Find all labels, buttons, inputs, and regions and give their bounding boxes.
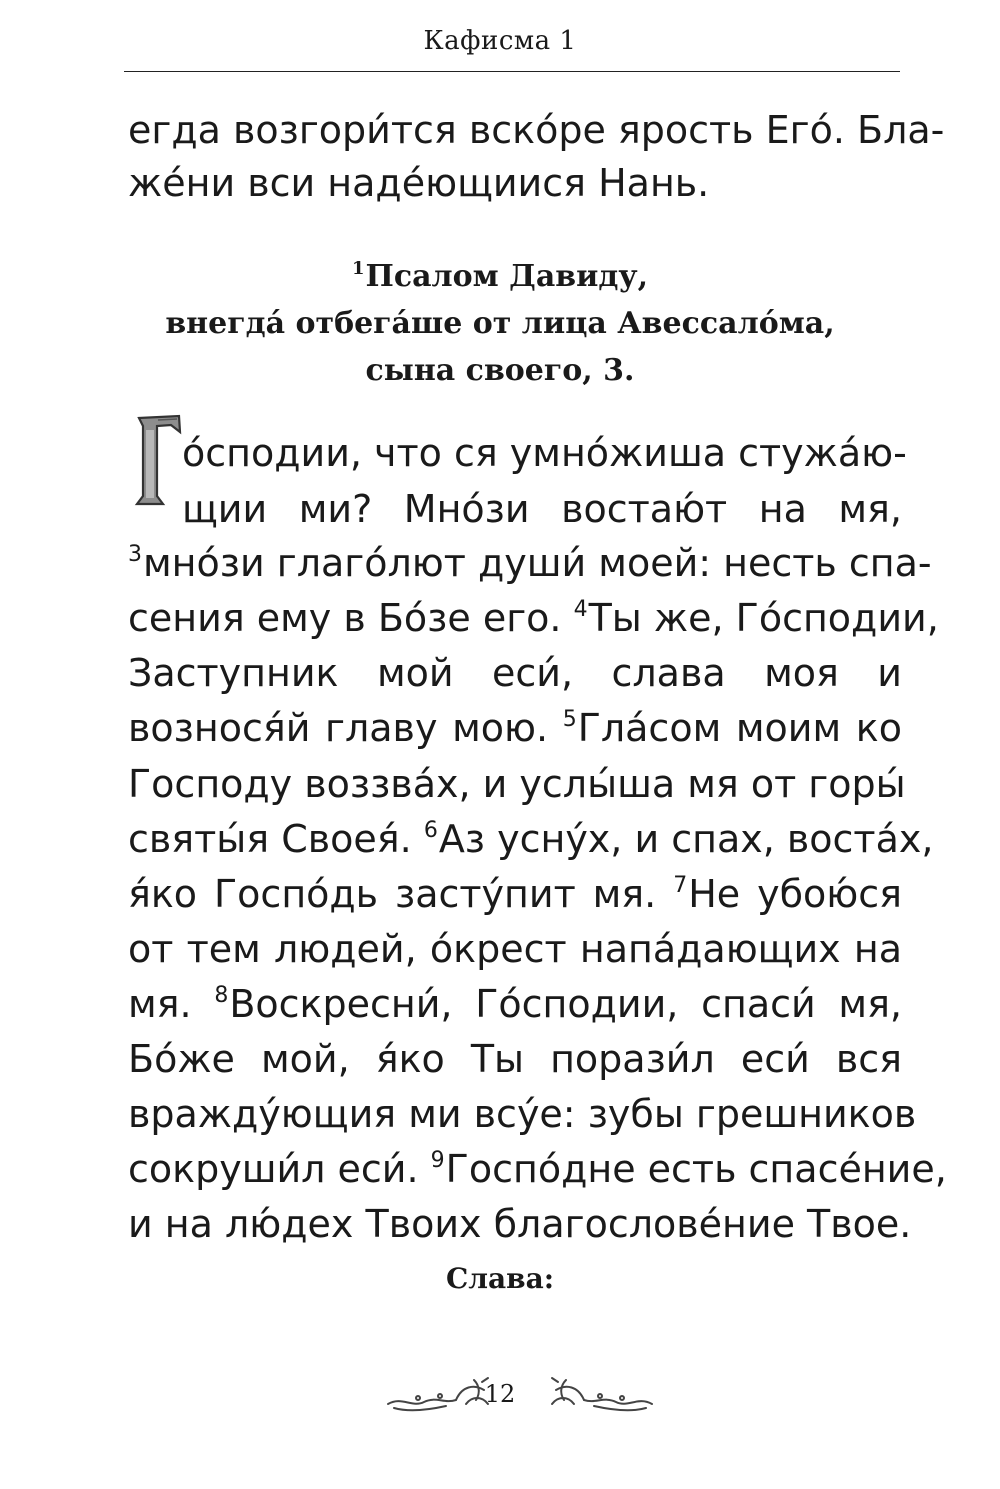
verse-number: 3 <box>128 542 142 567</box>
verse-number: 6 <box>423 818 438 843</box>
psalm-body-line <box>182 483 902 535</box>
psalm-body-line <box>182 427 907 479</box>
verse-text: я́ко Госпо́дь засту́пит мя. <box>128 872 674 916</box>
verse-text: Господу воззва́х, и услы́ша мя от горы́ <box>128 762 906 806</box>
verse-text: Госпо́дне есть спасе́ние, <box>445 1147 947 1191</box>
psalm-heading-line-3: сына своего, 3. <box>365 353 635 388</box>
verse-text: от тем людей, о́крест напа́дающих на <box>128 927 902 971</box>
verse-text: Заступник мой еси́, слава моя и <box>128 651 902 695</box>
psalm-body-line <box>128 813 934 865</box>
verse-number: 4 <box>573 597 588 622</box>
verse-text: святы́я Своея́. <box>128 817 424 861</box>
psalm-heading-line-1 <box>0 256 1000 298</box>
verse-text: сения ему в Бо́зе его. <box>128 596 574 640</box>
psalm-body-line <box>128 1198 912 1250</box>
psalm-body-line <box>128 647 902 699</box>
verse-text: вражду́ющия ми всу́е: зубы грешников <box>128 1092 917 1136</box>
psalm-body-line <box>128 758 906 810</box>
verse-text: и на лю́дех Твоих благослове́ние Твое. <box>128 1202 912 1246</box>
verse-number: 8 <box>214 983 229 1008</box>
running-header: Кафисма 1 <box>423 26 577 56</box>
verse-text: Бо́же мой, я́ко Ты порази́л еси́ вся <box>128 1037 902 1081</box>
psalm-heading-line-2: внегда́ отбега́ше от лица Авессало́ма, <box>165 306 835 341</box>
page-number: 12 <box>484 1380 516 1408</box>
psalm-number: 1 <box>351 258 365 279</box>
psalm-body-line <box>128 1088 917 1140</box>
verse-number: 9 <box>430 1148 445 1173</box>
slava-label: Слава: <box>445 1262 555 1295</box>
verse-text: о́сподии, что ся умно́жиша стужа́ю- <box>182 431 907 475</box>
psalm-body-line <box>128 868 902 920</box>
verse-number: 7 <box>673 873 688 898</box>
verse-text: вознося́й главу мою. <box>128 706 563 750</box>
ornament-right-icon <box>546 1374 656 1420</box>
verse-text: Не убою́ся <box>688 872 902 916</box>
psalm-body-line <box>128 923 902 975</box>
header-rule <box>124 71 900 72</box>
verse-text: Ты же, Го́сподии, <box>588 596 939 640</box>
drop-cap-letter <box>133 412 183 510</box>
verse-text: Аз усну́х, и спах, воста́х, <box>438 817 934 861</box>
psalm-body-line <box>128 1033 902 1085</box>
psalm-body-line <box>128 978 902 1030</box>
psalm-body-line <box>128 702 902 754</box>
psalm-body-line <box>128 537 932 589</box>
psalm-heading-text-1: Псалом Давиду, <box>365 259 649 294</box>
intro-line-1: егда возгори́тся вско́ре ярость Его́. Бла- <box>128 108 945 152</box>
psalm-body-line <box>128 592 939 644</box>
verse-text: Гла́сом моим ко <box>577 706 902 750</box>
verse-text: щии ми? Мно́зи востаю́т на мя, <box>182 487 902 531</box>
verse-text: мя. <box>128 982 215 1026</box>
psalm-body-line <box>128 1143 947 1195</box>
verse-number: 5 <box>562 707 577 732</box>
verse-text: мно́зи глаго́лют души́ моей: несть спа- <box>143 541 932 585</box>
intro-line-2: же́ни вси наде́ющиися Нань. <box>128 161 710 205</box>
verse-text: сокруши́л еси́. <box>128 1147 431 1191</box>
verse-text: Воскресни́, Го́сподии, спаси́ мя, <box>229 982 903 1026</box>
